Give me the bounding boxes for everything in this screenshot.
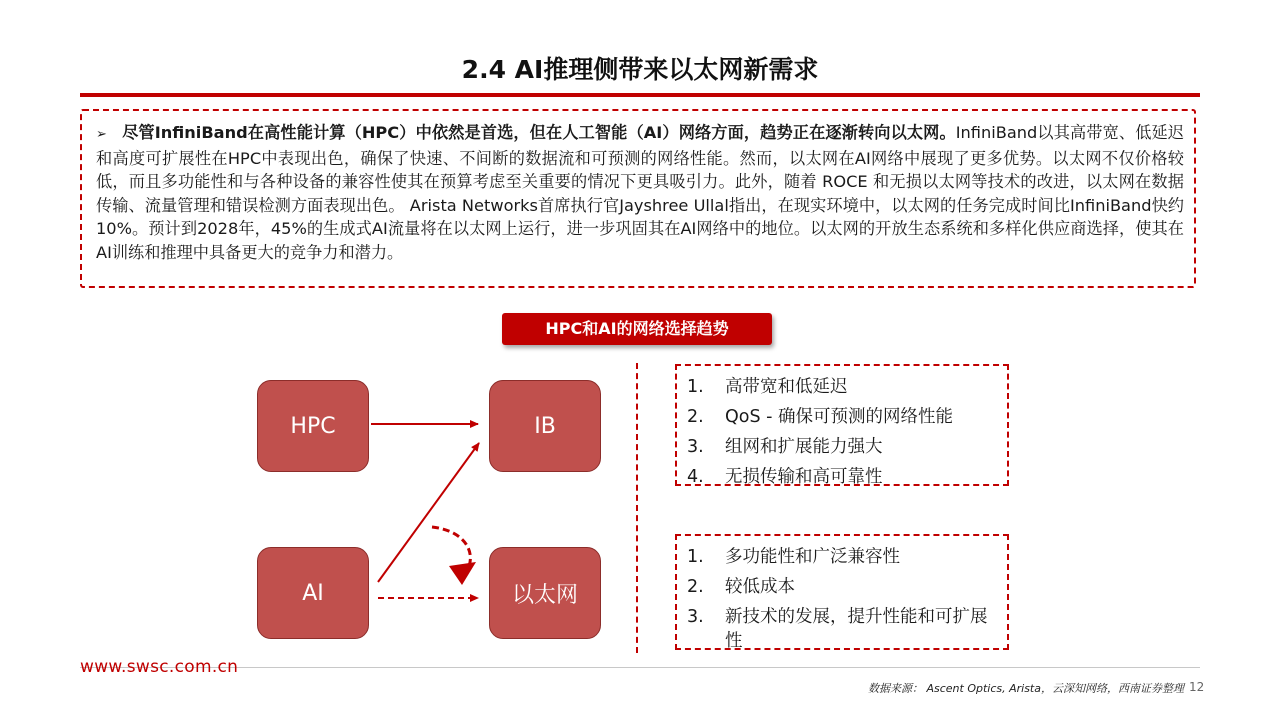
node-ib: IB [489,380,601,472]
vertical-divider [636,363,638,653]
list-number: 3. [687,437,704,457]
page-title: 2.4 AI推理侧带来以太网新需求 [461,55,819,84]
list-item [687,572,997,602]
node-hpc: HPC [257,380,369,472]
list-number: 2. [687,407,704,427]
footer-website-link[interactable]: www.swsc.com.cn [80,657,239,677]
node-ethernet: 以太网 [489,547,601,639]
title-underline [80,93,1200,97]
curved-trend-arrow [432,527,470,572]
ethernet-features-box [675,534,1009,650]
list-text: 新技术的发展，提升性能和可扩展性 [725,607,988,651]
page-number: 12 [1189,680,1205,694]
list-text: 组网和扩展能力强大 [725,437,883,457]
list-text: 高带宽和低延迟 [725,377,848,397]
list-number: 4. [687,467,704,487]
list-text: 多功能性和广泛兼容性 [725,547,900,567]
list-number: 1. [687,377,704,397]
list-item [687,602,997,653]
summary-paragraph [96,121,1184,264]
arrow-ai-to-ib [378,443,479,582]
list-text: 无损传输和高可靠性 [725,467,883,487]
node-ai: AI [257,547,369,639]
summary-box [80,109,1196,288]
list-number: 2. [687,577,704,597]
curved-arrow-head-icon [449,562,476,585]
arrow-bullet-icon: ➢ [96,127,107,142]
summary-body: InfiniBand以其高带宽、低延迟和高度可扩展性在HPC中表现出色，确保了快速、不间断的数据流和可预测的网络性能。然而，以太网在AI网络中展现了更多优势。以太网不仅价格较低，而且多功能性和与各种设备的兼容性使其在预算考虑至关重要的情况下更具吸引力。此外，随着 ROCE 和无损以太网等技术的改进，以太网在数据传输、流量管理和错误检测方面表现出色。 Arista Networks首席执行官Jayshree Ullal指出，在现实环境中，以太网的任务完成时间比InfiniBand快约10%。预计到2028年，45%的生成式AI流量将在以太网上运行，进一步巩固其在AI网络中的地位。以太网的开放生态系统和多样化供应商选择，使其在AI训练和推理中具备更大的竞争力和潜力。 [96,123,1184,262]
list-item [687,402,997,432]
list-item [687,432,997,462]
list-item [687,462,997,492]
diagram-label: HPC和AI的网络选择趋势 [502,313,772,345]
list-number: 3. [687,607,704,627]
list-item [687,542,997,572]
ib-features-box [675,364,1009,486]
list-text: 较低成本 [725,577,795,597]
list-number: 1. [687,547,704,567]
footer-divider [80,667,1200,668]
list-item [687,372,997,402]
summary-bold-lead: 尽管InfiniBand在高性能计算（HPC）中依然是首选，但在人工智能（AI）网络方面，趋势正在逐渐转向以太网。 [122,123,956,142]
list-text: QoS - 确保可预测的网络性能 [725,407,954,427]
footer-source-note: 数据来源： Ascent Optics, Arista，云深知网络，西南证券整理 [867,682,1184,695]
